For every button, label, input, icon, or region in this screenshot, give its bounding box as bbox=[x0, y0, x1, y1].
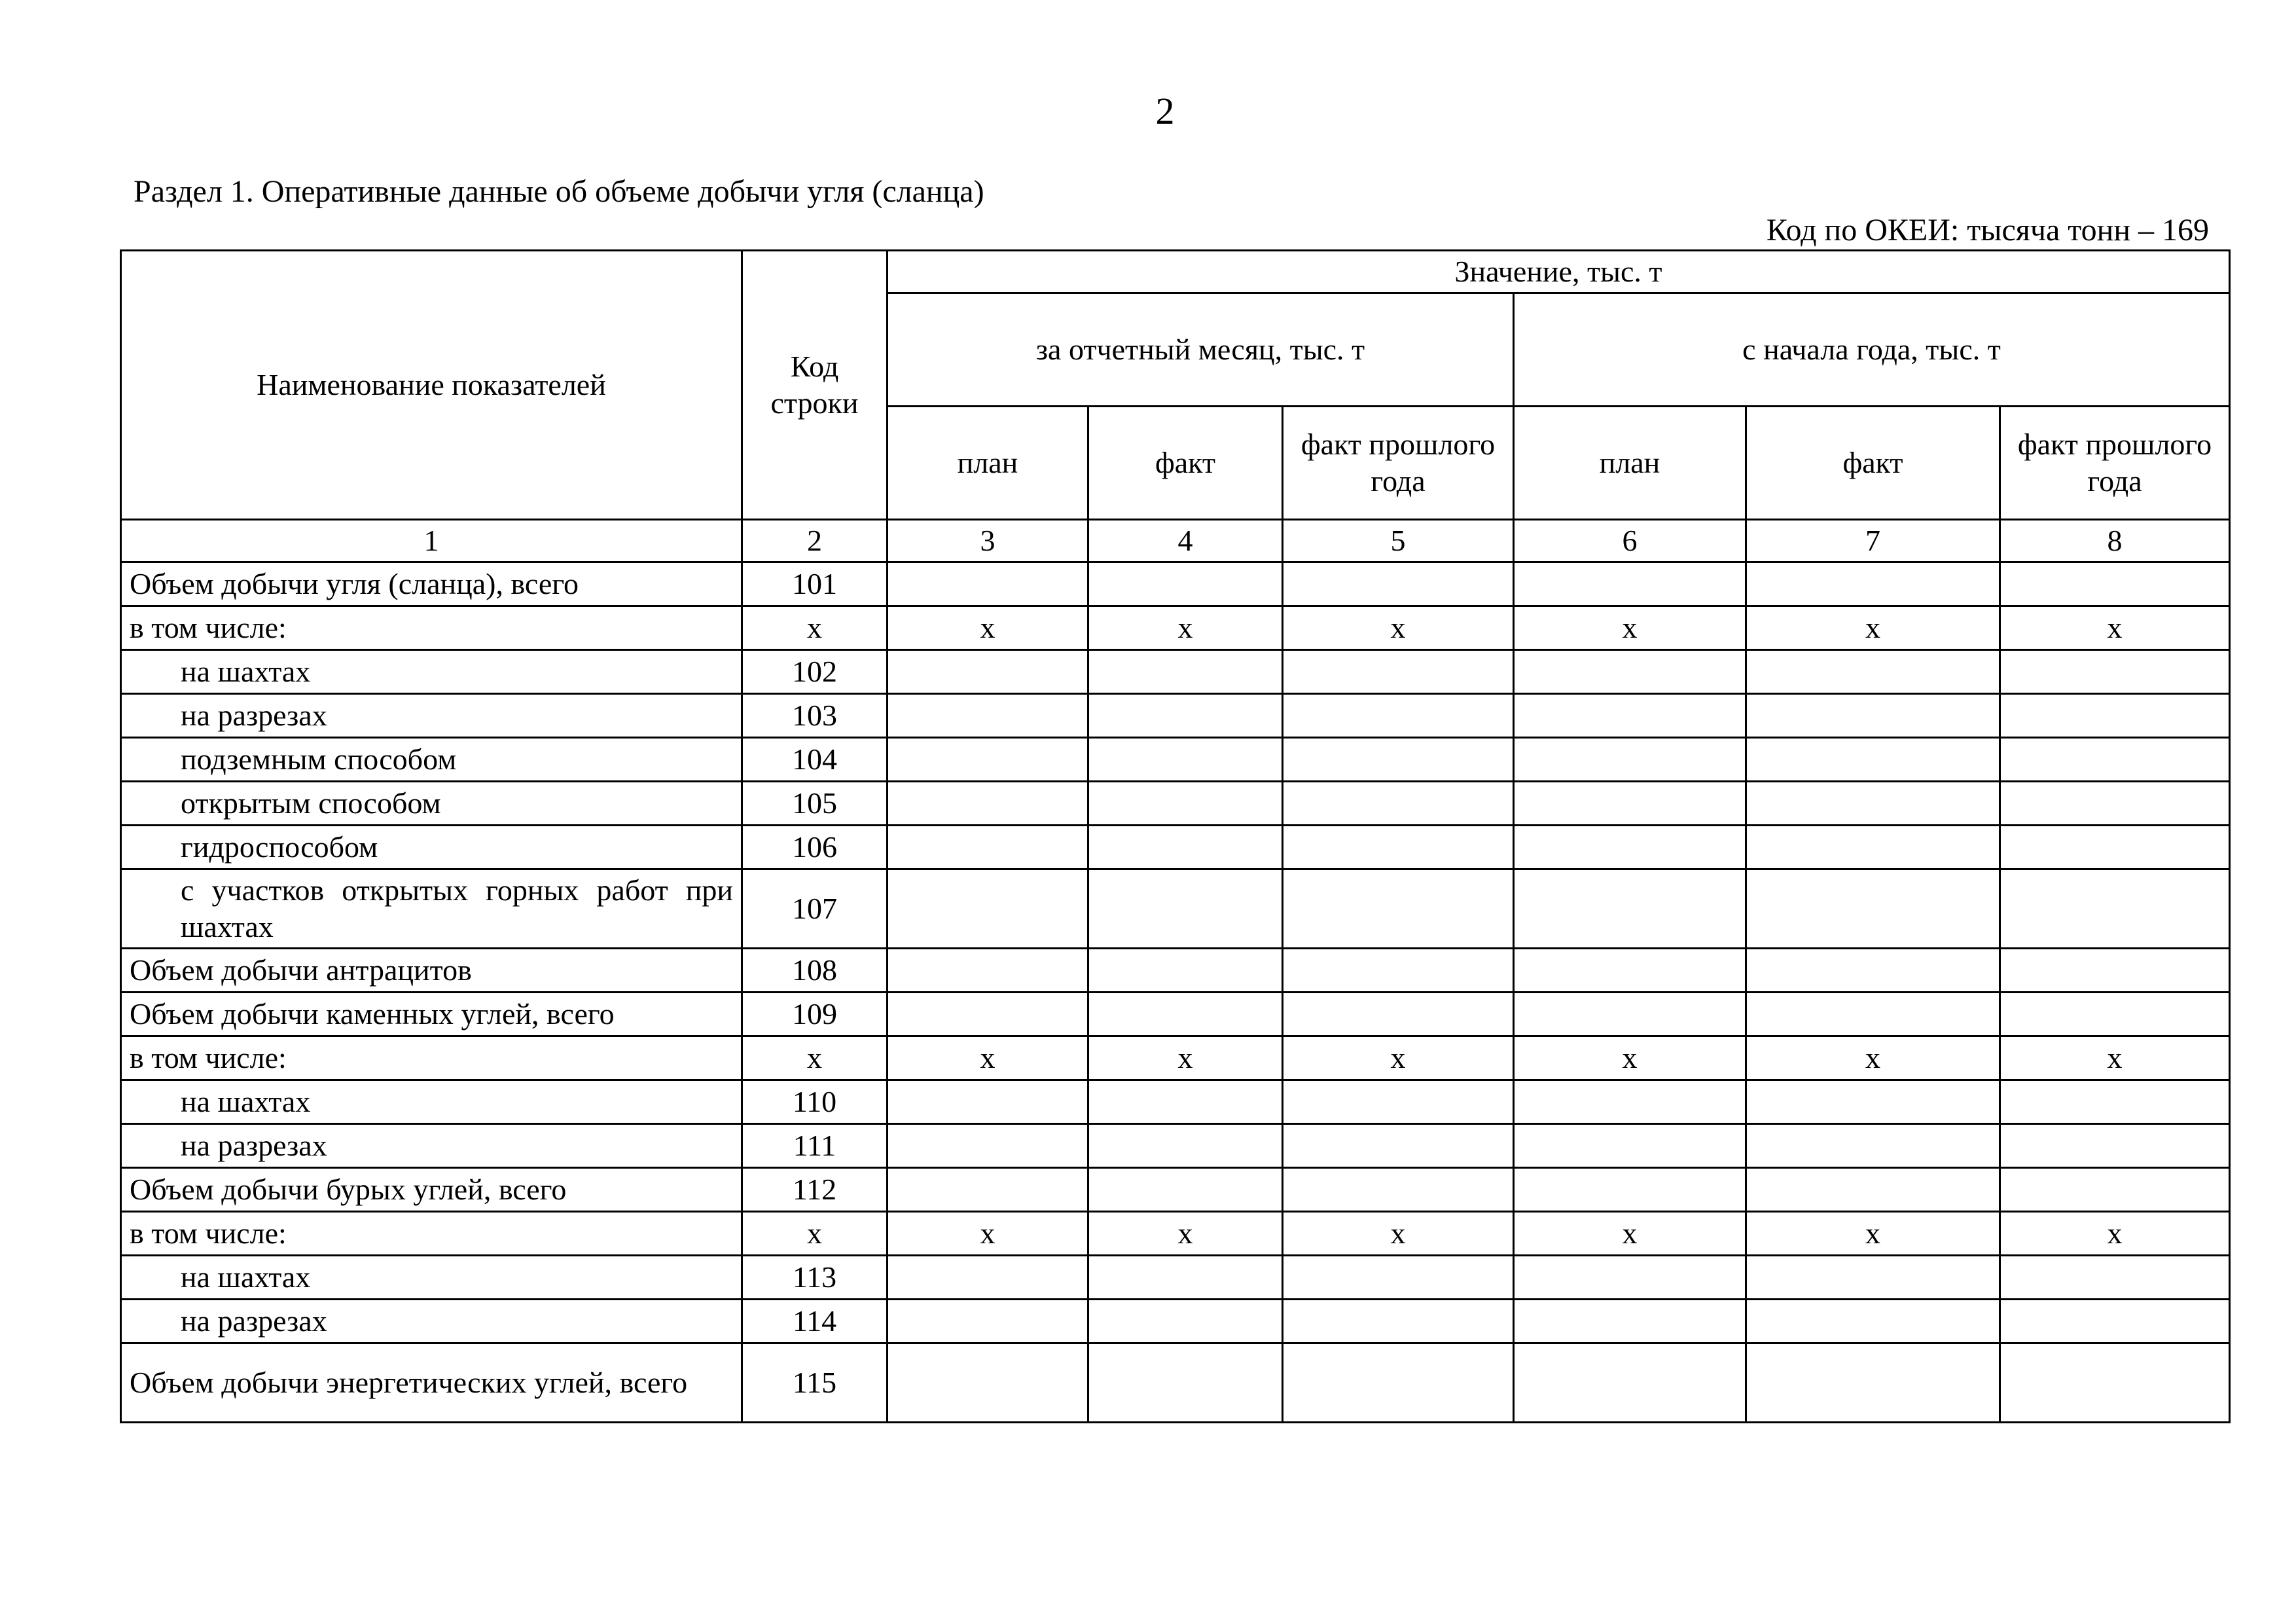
value-cell bbox=[1283, 738, 1514, 782]
value-cell bbox=[2000, 694, 2230, 738]
page-number: 2 bbox=[1155, 90, 1175, 132]
table-row bbox=[121, 1036, 2230, 1080]
value-cell bbox=[1283, 694, 1514, 738]
row-name: на разрезах bbox=[121, 694, 742, 738]
row-code: 101 bbox=[742, 562, 888, 606]
header-name: Наименование показателей bbox=[121, 251, 742, 520]
header-year-plan: план bbox=[1514, 407, 1746, 520]
header-month-group: за отчетный месяц, тыс. т bbox=[888, 293, 1514, 407]
value-cell bbox=[1746, 826, 2000, 869]
value-cell bbox=[1088, 949, 1283, 993]
value-cell bbox=[2000, 738, 2230, 782]
value-cell bbox=[1088, 993, 1283, 1036]
value-cell bbox=[1746, 869, 2000, 949]
row-name: Объем добычи бурых углей, всего bbox=[121, 1168, 742, 1212]
table-row bbox=[121, 694, 2230, 738]
value-cell bbox=[1283, 826, 1514, 869]
row-code: х bbox=[742, 1212, 888, 1256]
row-code: 106 bbox=[742, 826, 888, 869]
value-cell bbox=[2000, 869, 2230, 949]
row-name: на шахтах bbox=[121, 1080, 742, 1124]
table-row bbox=[121, 782, 2230, 826]
header-month-fact-prev: факт прошлого года bbox=[1283, 407, 1514, 520]
column-number: 4 bbox=[1088, 520, 1283, 562]
value-cell bbox=[1088, 1256, 1283, 1300]
value-cell bbox=[1088, 1300, 1283, 1343]
value-cell bbox=[1283, 869, 1514, 949]
value-cell bbox=[1746, 1343, 2000, 1423]
value-cell bbox=[1283, 1300, 1514, 1343]
value-cell bbox=[2000, 993, 2230, 1036]
value-cell bbox=[1283, 650, 1514, 694]
header-year-group: с начала года, тыс. т bbox=[1514, 293, 2230, 407]
value-cell bbox=[1283, 782, 1514, 826]
value-cell bbox=[1088, 1168, 1283, 1212]
row-name: подземным способом bbox=[121, 738, 742, 782]
row-code: 102 bbox=[742, 650, 888, 694]
value-cell bbox=[2000, 562, 2230, 606]
value-cell bbox=[1283, 1124, 1514, 1168]
value-cell bbox=[1746, 1256, 2000, 1300]
value-cell bbox=[1283, 949, 1514, 993]
header-month-plan: план bbox=[888, 407, 1088, 520]
value-cell bbox=[1088, 1124, 1283, 1168]
value-cell bbox=[1088, 650, 1283, 694]
value-cell bbox=[1088, 738, 1283, 782]
row-code: 114 bbox=[742, 1300, 888, 1343]
column-number: 6 bbox=[1514, 520, 1746, 562]
value-cell bbox=[888, 993, 1088, 1036]
value-cell: х bbox=[1088, 606, 1283, 650]
value-cell bbox=[2000, 826, 2230, 869]
value-cell bbox=[1088, 782, 1283, 826]
value-cell bbox=[888, 1300, 1088, 1343]
row-name: Объем добычи угля (сланца), всего bbox=[121, 562, 742, 606]
column-number: 7 bbox=[1746, 520, 2000, 562]
value-cell bbox=[1746, 1124, 2000, 1168]
value-cell: х bbox=[888, 1036, 1088, 1080]
row-code: х bbox=[742, 606, 888, 650]
value-cell bbox=[2000, 1168, 2230, 1212]
value-cell: х bbox=[1283, 606, 1514, 650]
value-cell bbox=[1746, 993, 2000, 1036]
table-row bbox=[121, 826, 2230, 869]
value-cell bbox=[1514, 869, 1746, 949]
table-row bbox=[121, 949, 2230, 993]
table-row bbox=[121, 869, 2230, 949]
row-code: 105 bbox=[742, 782, 888, 826]
header-year-fact-prev: факт прошлого года bbox=[2000, 407, 2230, 520]
value-cell bbox=[1283, 1168, 1514, 1212]
table-row bbox=[121, 1343, 2230, 1423]
row-code: 107 bbox=[742, 869, 888, 949]
column-number: 3 bbox=[888, 520, 1088, 562]
value-cell bbox=[888, 650, 1088, 694]
value-cell bbox=[888, 949, 1088, 993]
value-cell bbox=[1283, 993, 1514, 1036]
row-name: Объем добычи каменных углей, всего bbox=[121, 993, 742, 1036]
value-cell bbox=[1283, 1343, 1514, 1423]
value-cell bbox=[1283, 1080, 1514, 1124]
value-cell bbox=[888, 1168, 1088, 1212]
row-code: 115 bbox=[742, 1343, 888, 1423]
row-name: в том числе: bbox=[121, 1036, 742, 1080]
value-cell bbox=[2000, 1343, 2230, 1423]
row-name: в том числе: bbox=[121, 1212, 742, 1256]
value-cell bbox=[888, 1080, 1088, 1124]
row-name: в том числе: bbox=[121, 606, 742, 650]
value-cell bbox=[1514, 949, 1746, 993]
table-row bbox=[121, 1300, 2230, 1343]
header-year-fact: факт bbox=[1746, 407, 2000, 520]
row-name: на разрезах bbox=[121, 1124, 742, 1168]
value-cell bbox=[1088, 1080, 1283, 1124]
section-title: Раздел 1. Оперативные данные об объеме добычи угля (сланца) bbox=[134, 174, 984, 209]
value-cell bbox=[1746, 738, 2000, 782]
value-cell: х bbox=[1514, 1212, 1746, 1256]
table-row bbox=[121, 1212, 2230, 1256]
value-cell bbox=[1514, 1256, 1746, 1300]
value-cell: х bbox=[888, 1212, 1088, 1256]
header-month-fact: факт bbox=[1088, 407, 1283, 520]
row-name: на разрезах bbox=[121, 1300, 742, 1343]
value-cell bbox=[2000, 650, 2230, 694]
value-cell bbox=[1514, 826, 1746, 869]
value-cell bbox=[2000, 1124, 2230, 1168]
row-name: гидроспособом bbox=[121, 826, 742, 869]
value-cell bbox=[1514, 1343, 1746, 1423]
value-cell: х bbox=[888, 606, 1088, 650]
column-numbers-row bbox=[121, 520, 2230, 562]
column-number: 8 bbox=[2000, 520, 2230, 562]
value-cell bbox=[1514, 993, 1746, 1036]
value-cell bbox=[1746, 694, 2000, 738]
value-cell bbox=[1746, 1080, 2000, 1124]
value-cell bbox=[888, 738, 1088, 782]
value-cell bbox=[1746, 562, 2000, 606]
value-cell bbox=[2000, 782, 2230, 826]
value-cell bbox=[1514, 1168, 1746, 1212]
row-code: 112 bbox=[742, 1168, 888, 1212]
okei-code: Код по ОКЕИ: тысяча тонн – 169 bbox=[1766, 213, 2209, 247]
column-number: 5 bbox=[1283, 520, 1514, 562]
value-cell: х bbox=[2000, 1036, 2230, 1080]
value-cell bbox=[2000, 1300, 2230, 1343]
row-code: 113 bbox=[742, 1256, 888, 1300]
row-name: Объем добычи антрацитов bbox=[121, 949, 742, 993]
value-cell bbox=[888, 694, 1088, 738]
value-cell bbox=[1283, 1256, 1514, 1300]
row-code: 111 bbox=[742, 1124, 888, 1168]
value-cell bbox=[888, 1256, 1088, 1300]
value-cell bbox=[1283, 562, 1514, 606]
value-cell: х bbox=[1088, 1212, 1283, 1256]
value-cell: х bbox=[1746, 606, 2000, 650]
table-row bbox=[121, 738, 2230, 782]
row-name: Объем добычи энергетических углей, всего bbox=[121, 1343, 742, 1423]
value-cell bbox=[888, 869, 1088, 949]
row-code: 109 bbox=[742, 993, 888, 1036]
row-code: 110 bbox=[742, 1080, 888, 1124]
value-cell bbox=[1514, 1080, 1746, 1124]
value-cell bbox=[1514, 562, 1746, 606]
value-cell: х bbox=[1514, 1036, 1746, 1080]
value-cell bbox=[888, 826, 1088, 869]
table-row bbox=[121, 1256, 2230, 1300]
value-cell: х bbox=[1746, 1212, 2000, 1256]
value-cell bbox=[1088, 1343, 1283, 1423]
value-cell bbox=[1088, 694, 1283, 738]
value-cell bbox=[888, 1343, 1088, 1423]
table-row bbox=[121, 1124, 2230, 1168]
value-cell bbox=[2000, 949, 2230, 993]
row-name: с участков открытых горных работ при шахтах bbox=[121, 869, 742, 949]
row-name: открытым способом bbox=[121, 782, 742, 826]
value-cell bbox=[1746, 949, 2000, 993]
value-cell bbox=[1088, 562, 1283, 606]
value-cell: х bbox=[1283, 1212, 1514, 1256]
value-cell: х bbox=[1514, 606, 1746, 650]
value-cell bbox=[1088, 826, 1283, 869]
column-number: 2 bbox=[742, 520, 888, 562]
value-cell bbox=[1088, 869, 1283, 949]
header-code: Код строки bbox=[742, 251, 888, 520]
table-row bbox=[121, 606, 2230, 650]
value-cell: х bbox=[2000, 606, 2230, 650]
value-cell bbox=[888, 562, 1088, 606]
value-cell bbox=[1514, 782, 1746, 826]
value-cell bbox=[2000, 1256, 2230, 1300]
row-code: 108 bbox=[742, 949, 888, 993]
table-row bbox=[121, 1080, 2230, 1124]
coal-production-table bbox=[120, 249, 2231, 1423]
value-cell: х bbox=[1088, 1036, 1283, 1080]
header-value-group: Значение, тыс. т bbox=[888, 251, 2230, 293]
table-row bbox=[121, 993, 2230, 1036]
table-row bbox=[121, 1168, 2230, 1212]
value-cell bbox=[888, 782, 1088, 826]
value-cell: х bbox=[1746, 1036, 2000, 1080]
table-row bbox=[121, 562, 2230, 606]
value-cell bbox=[1514, 650, 1746, 694]
value-cell bbox=[1746, 1300, 2000, 1343]
value-cell bbox=[1746, 650, 2000, 694]
value-cell bbox=[1514, 1300, 1746, 1343]
value-cell bbox=[1514, 738, 1746, 782]
value-cell bbox=[888, 1124, 1088, 1168]
value-cell: х bbox=[2000, 1212, 2230, 1256]
value-cell bbox=[1514, 694, 1746, 738]
value-cell: х bbox=[1283, 1036, 1514, 1080]
table-row bbox=[121, 650, 2230, 694]
row-code: 103 bbox=[742, 694, 888, 738]
value-cell bbox=[2000, 1080, 2230, 1124]
value-cell bbox=[1514, 1124, 1746, 1168]
value-cell bbox=[1746, 1168, 2000, 1212]
value-cell bbox=[1746, 782, 2000, 826]
row-code: 104 bbox=[742, 738, 888, 782]
column-number: 1 bbox=[121, 520, 742, 562]
row-name: на шахтах bbox=[121, 650, 742, 694]
row-code: х bbox=[742, 1036, 888, 1080]
row-name: на шахтах bbox=[121, 1256, 742, 1300]
